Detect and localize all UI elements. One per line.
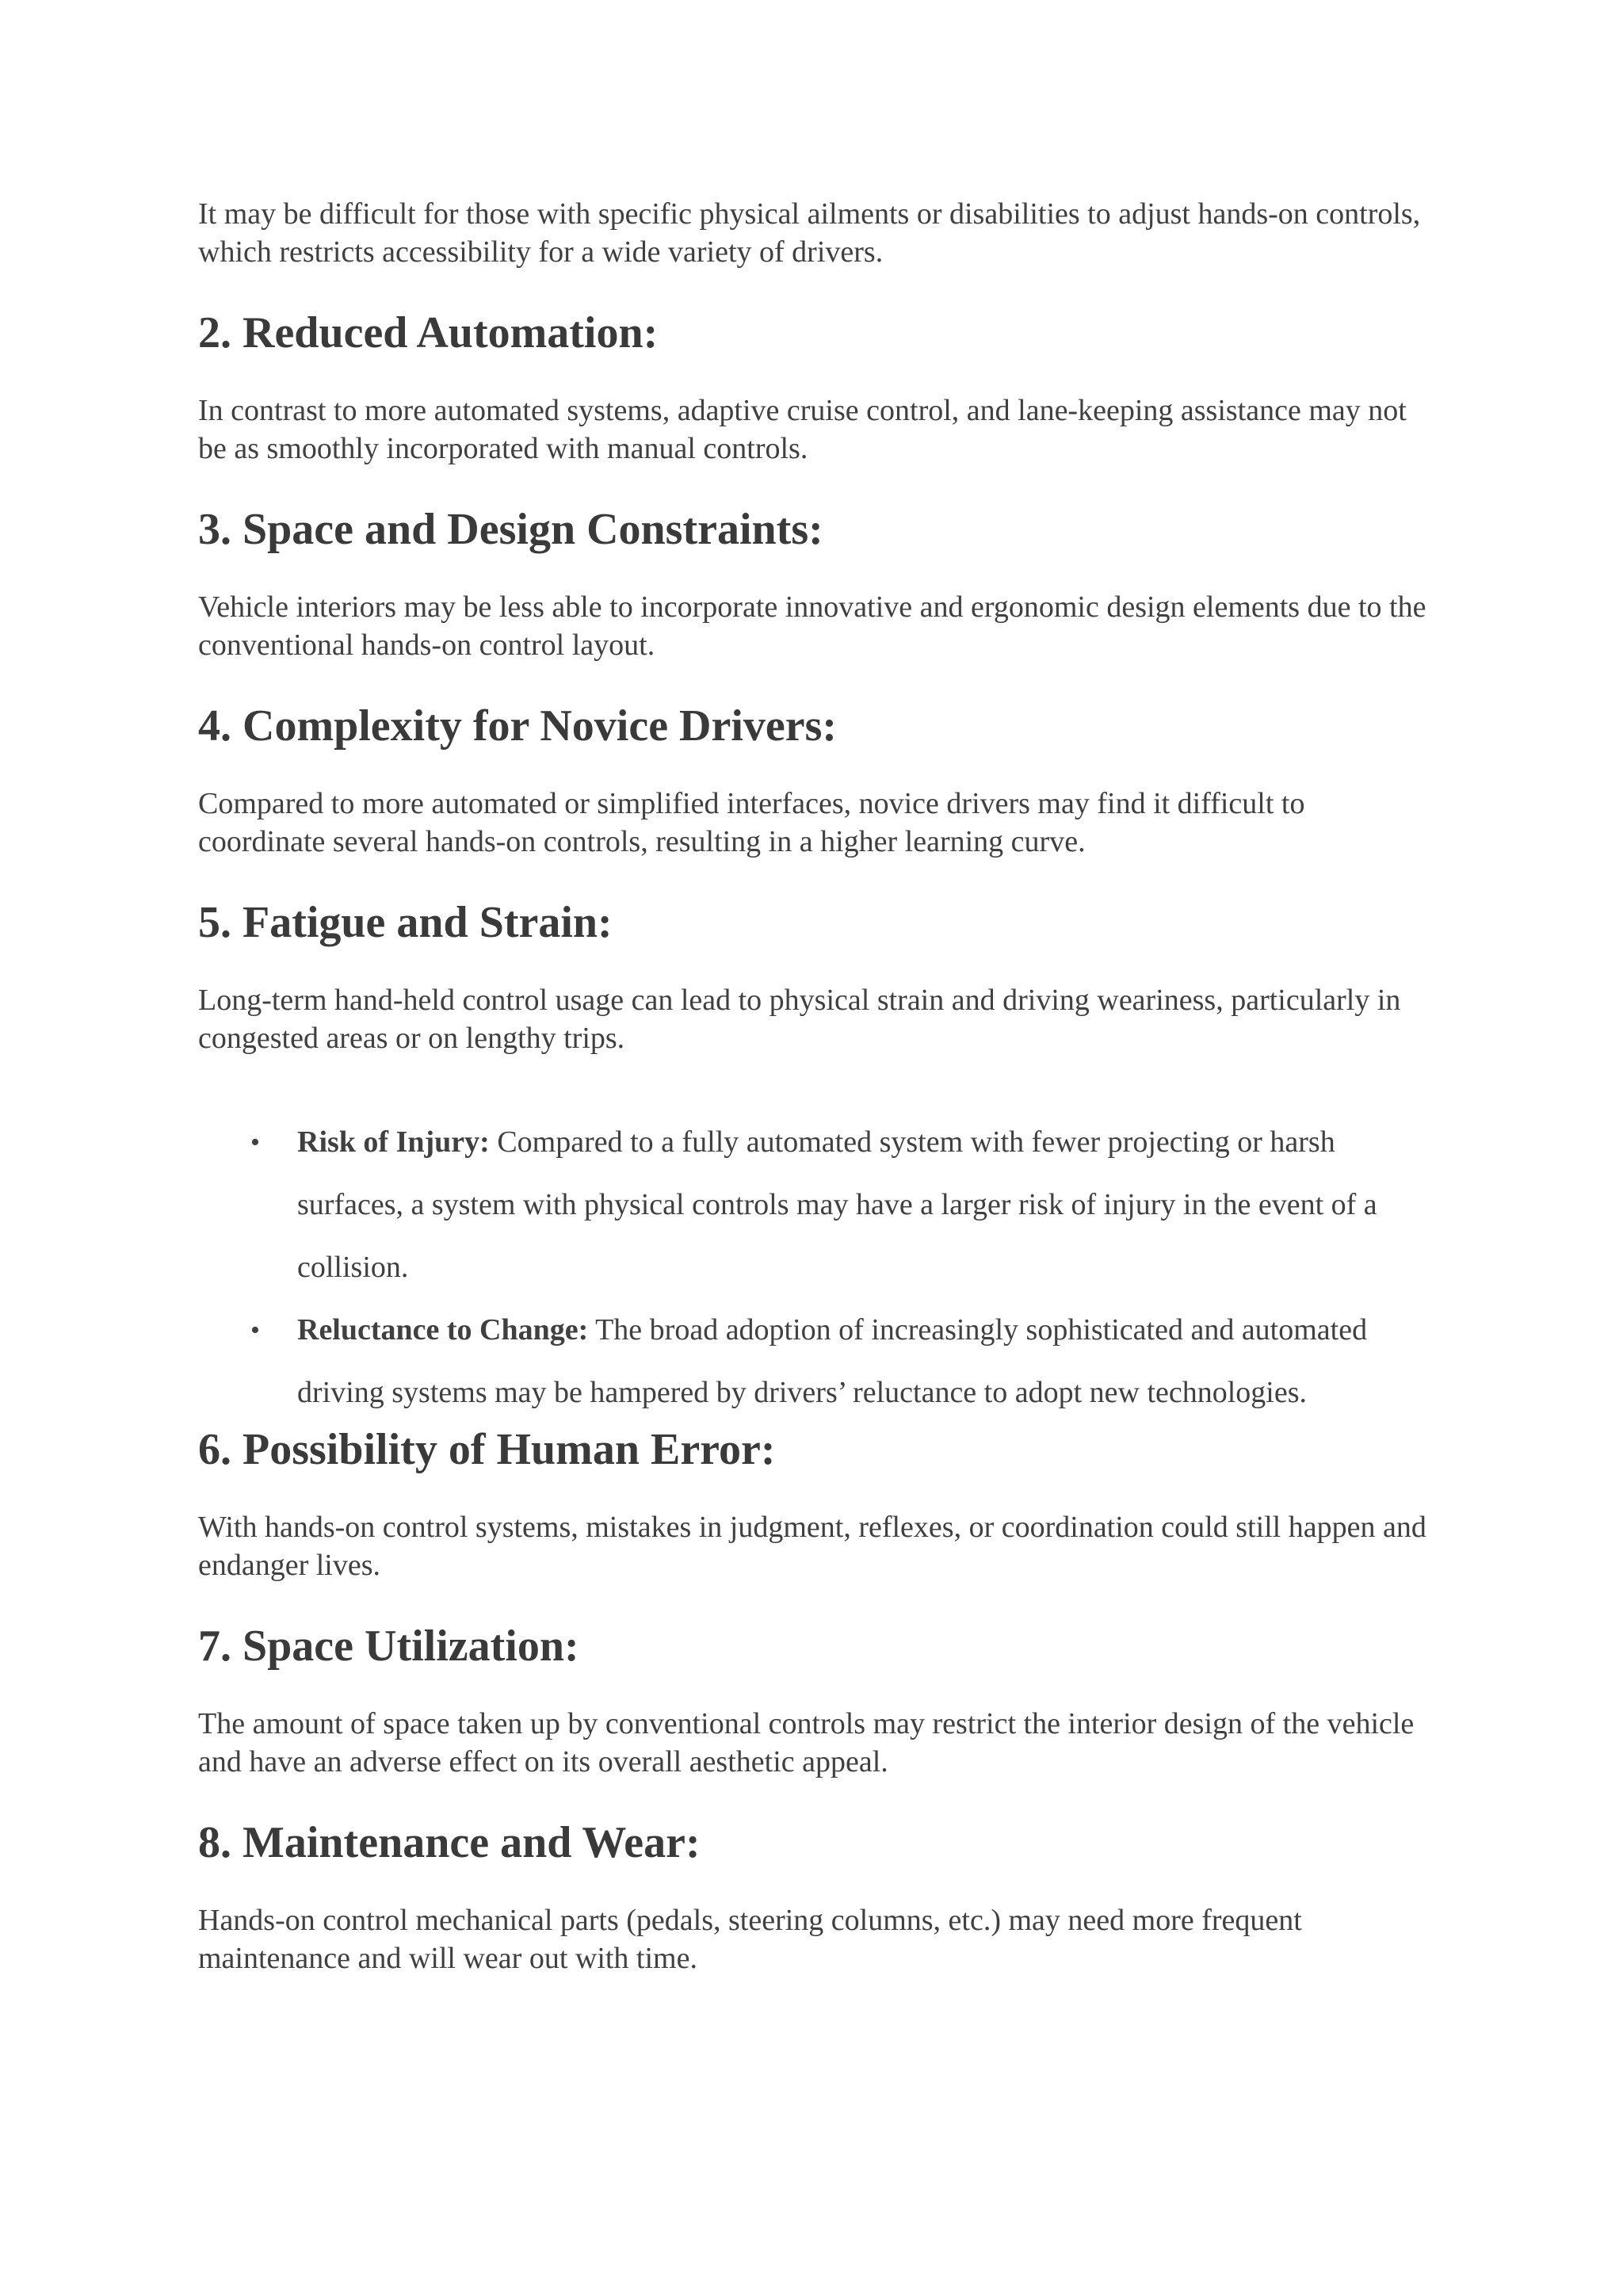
bullet-dot: •: [250, 1316, 260, 1345]
section-heading-maintenance: 8. Maintenance and Wear:: [198, 1818, 701, 1867]
section-heading-reduced-automation: 2. Reduced Automation:: [198, 308, 659, 357]
bullet-list: [198, 1111, 1434, 1424]
bullet-text: The broad adoption of increasingly sophisticated and automated driving systems may be hampered by drivers’ reluctance to adopt new technologies.: [297, 1313, 1368, 1409]
section-heading-space-design: 3. Space and Design Constraints:: [198, 505, 823, 554]
bullet-term: Reluctance to Change:: [297, 1313, 589, 1347]
section-paragraph-maintenance: Hands-on control mechanical parts (pedals, steering columns, etc.) may need more frequent maintenance and will wear out with time.: [198, 1904, 1302, 1975]
bullet-text: Compared to a fully automated system with fewer projecting or harsh surfaces, a system with physical controls may have a larger risk of injury in the event of a collision.: [297, 1125, 1377, 1284]
section-heading-space-utilization: 7. Space Utilization:: [198, 1622, 579, 1671]
list-item: [198, 1111, 1434, 1299]
bullet-term: Risk of Injury:: [297, 1125, 490, 1159]
section-paragraph-fatigue: Long-term hand-held control usage can lead to physical strain and driving weariness, particularly in congested areas or on lengthy trips.: [198, 984, 1401, 1055]
section-heading-fatigue: 5. Fatigue and Strain:: [198, 898, 613, 947]
section-paragraph-complexity: Compared to more automated or simplified interfaces, novice drivers may find it difficult to coordinate several hands-on controls, resulting in a higher learning curve.: [198, 787, 1305, 858]
section-heading-complexity: 4. Complexity for Novice Drivers:: [198, 701, 838, 751]
section-paragraph-space-design: Vehicle interiors may be less able to incorporate innovative and ergonomic design elements due to the conventional hands-on control layout.: [198, 590, 1426, 662]
document-page: [198, 195, 1434, 1977]
intro-paragraph: It may be difficult for those with specific physical ailments or disabilities to adjust hands-on controls, which restricts accessibility for a wide variety of drivers.: [198, 197, 1421, 269]
list-item: [198, 1299, 1434, 1424]
section-paragraph-reduced-automation: In contrast to more automated systems, adaptive cruise control, and lane-keeping assistance may not be as smoothly incorporated with manual controls.: [198, 394, 1407, 465]
bullet-dot: •: [250, 1128, 260, 1157]
section-paragraph-human-error: With hands-on control systems, mistakes in judgment, reflexes, or coordination could still happen and endanger lives.: [198, 1511, 1426, 1582]
section-paragraph-space-utilization: The amount of space taken up by conventional controls may restrict the interior design of the vehicle and have an adverse effect on its overall aesthetic appeal.: [198, 1707, 1415, 1778]
section-heading-human-error: 6. Possibility of Human Error:: [198, 1425, 776, 1474]
